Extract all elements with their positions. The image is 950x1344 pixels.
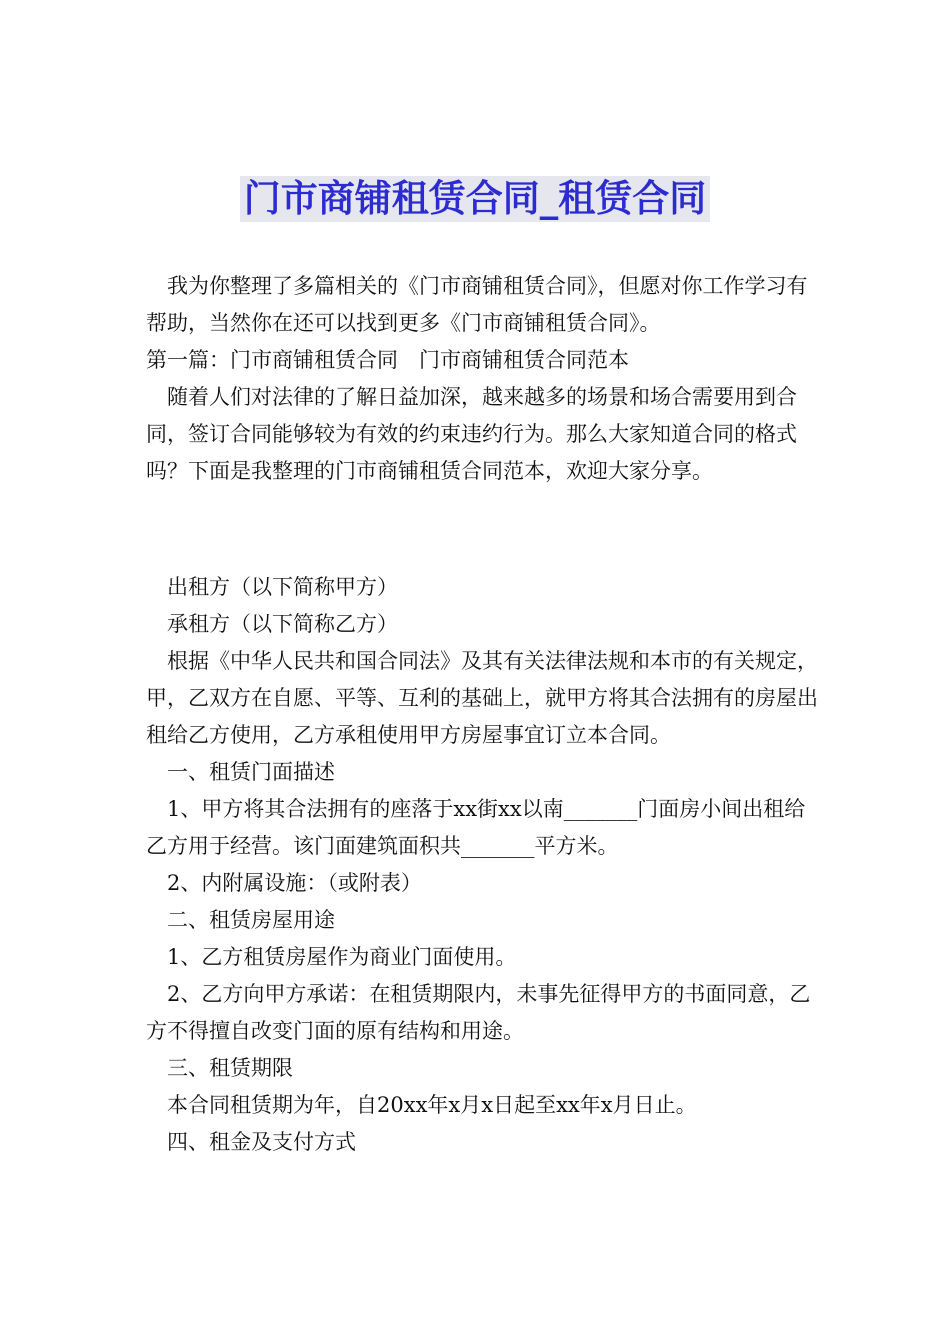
document-title: 门市商铺租赁合同_租赁合同 [240,176,711,222]
paragraph: 三、租赁期限 [167,1056,293,1080]
document-body [146,268,818,1161]
paragraph: 出租方（以下简称甲方） [167,575,398,599]
paragraph: 四、租金及支付方式 [167,1130,356,1154]
paragraph: 1、甲方将其合法拥有的座落于xx街xx以南_______门面房小间出租给乙方用于经营。该门面建筑面积共_______平方米。 [146,797,806,858]
blank-line [146,511,818,548]
paragraph: 我为你整理了多篇相关的《门市商铺租赁合同》，但愿对你工作学习有帮助，当然你在还可以找到更多《门市商铺租赁合同》。 [146,274,808,335]
paragraph: 1、乙方租赁房屋作为商业门面使用。 [167,945,517,969]
paragraph: 本合同租赁期为年，自20xx年x月x日起至xx年x月日止。 [167,1093,697,1117]
paragraph: 第一篇：门市商铺租赁合同 门市商铺租赁合同范本 [146,348,629,372]
title-container [0,176,950,222]
paragraph: 2、内附属设施：（或附表） [167,871,422,895]
paragraph: 承租方（以下简称乙方） [167,612,398,636]
paragraph: 一、租赁门面描述 [167,760,335,784]
paragraph: 随着人们对法律的了解日益加深，越来越多的场景和场合需要用到合同，签订合同能够较为有效的约束违约行为。那么大家知道合同的格式吗？下面是我整理的门市商铺租赁合同范本，欢迎大家分享。 [146,385,797,483]
paragraph: 根据《中华人民共和国合同法》及其有关法律法规和本市的有关规定，甲，乙双方在自愿、平等、互利的基础上，就甲方将其合法拥有的房屋出租给乙方使用，乙方承租使用甲方房屋事宜订立本合同。 [146,649,818,747]
paragraph: 二、租赁房屋用途 [167,908,335,932]
paragraph: 2、乙方向甲方承诺：在租赁期限内，未事先征得甲方的书面同意，乙方不得擅自改变门面的原有结构和用途。 [146,982,811,1043]
